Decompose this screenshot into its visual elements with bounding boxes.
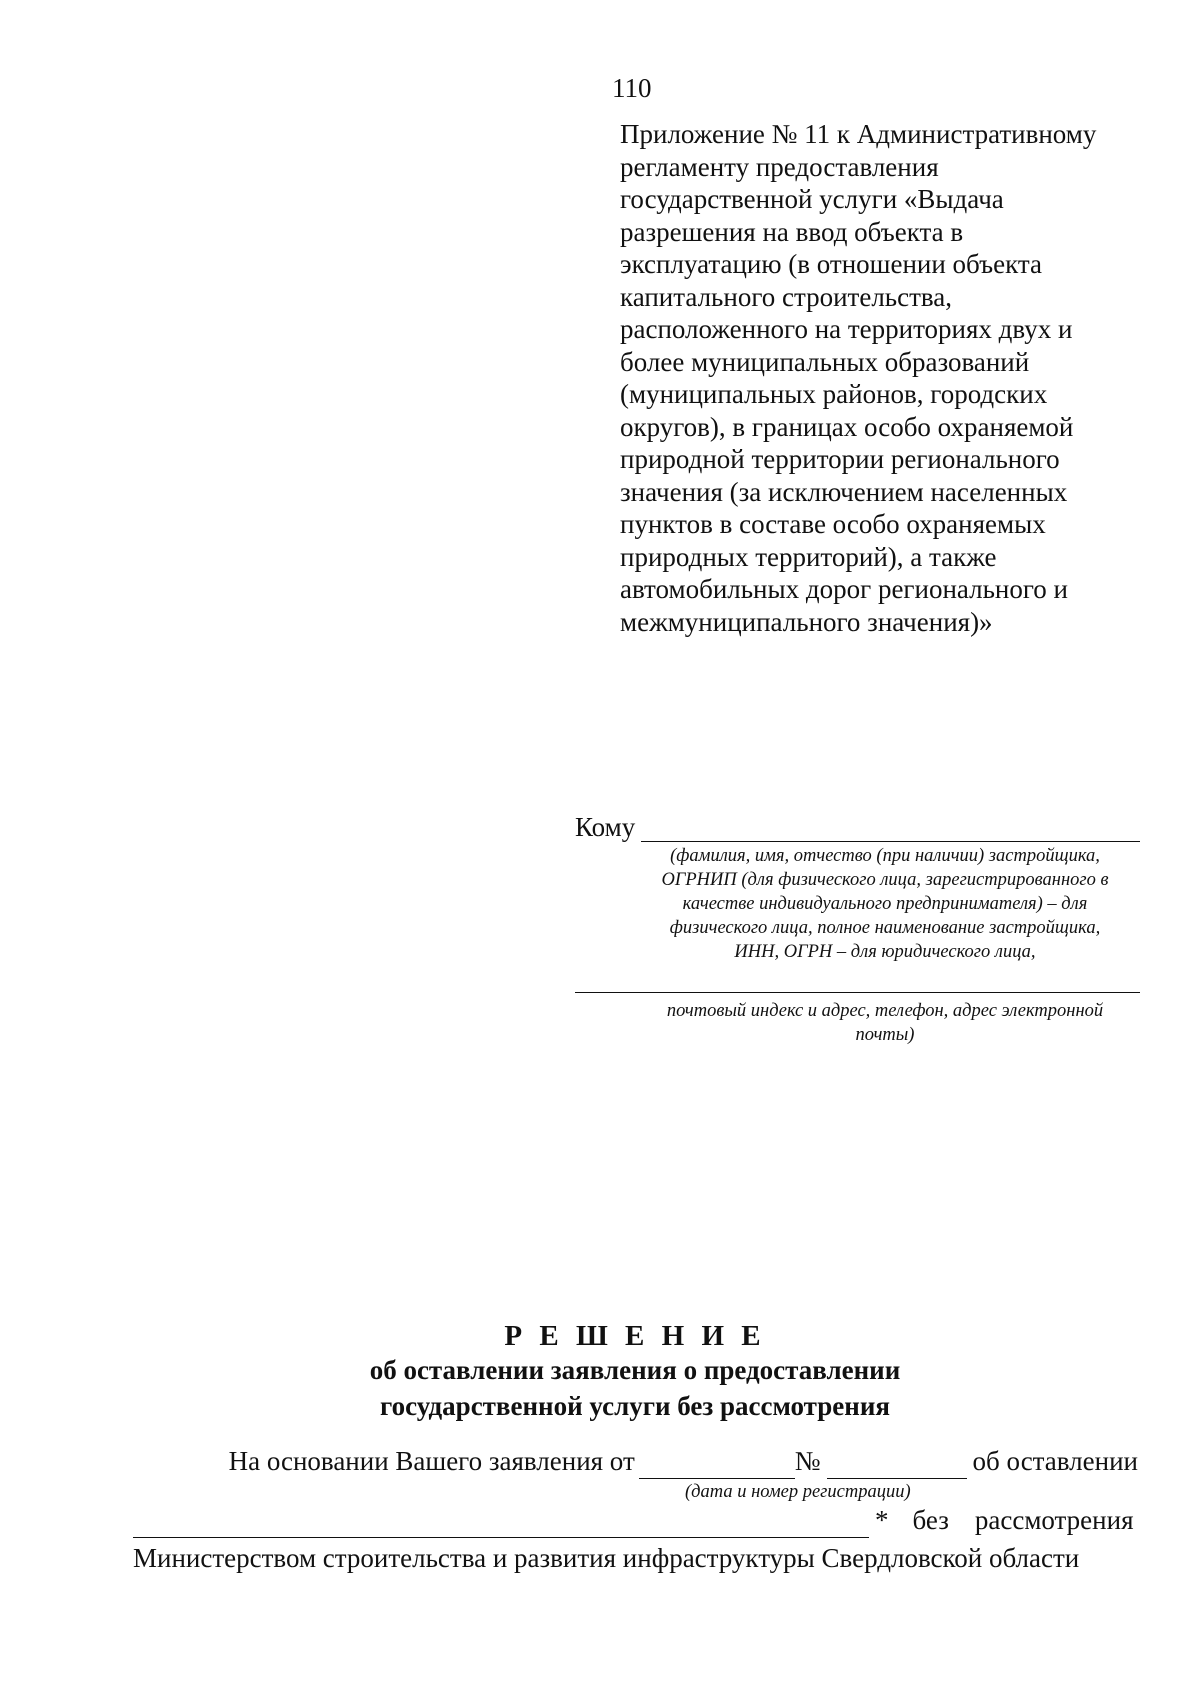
recipient-label: Кому — [575, 812, 636, 842]
decision-subtitle-line: об оставлении заявления о предоставлении — [369, 1355, 901, 1385]
recipient-name-field[interactable] — [641, 815, 1140, 842]
body-text-start: На основании Вашего заявления от — [228, 1446, 635, 1476]
recipient-block — [575, 808, 1140, 1047]
body-word: рассмотрения — [974, 1505, 1134, 1535]
ministry-text: Министерством строительства и развития инфраструктуры Свердловской области — [133, 1543, 1080, 1573]
appendix-line: эксплуатацию (в отношении объекта — [620, 249, 1042, 279]
appendix-line: пунктов в составе особо охраняемых — [620, 509, 1046, 539]
recipient-row — [575, 808, 1140, 842]
appendix-line: Приложение № 11 к Административному — [620, 119, 1097, 149]
recipient-address-field[interactable] — [575, 964, 1140, 993]
address-hint — [630, 999, 1140, 1047]
recipient-hint — [630, 844, 1140, 964]
appendix-line: значения (за исключением населенных — [620, 476, 1068, 507]
body-row — [133, 1538, 1138, 1576]
appendix-line: государственной услуги «Выдача — [620, 184, 1004, 214]
body-row — [133, 1504, 1138, 1538]
application-date-field[interactable] — [639, 1452, 795, 1479]
footnote-asterisk: * — [875, 1505, 889, 1535]
appendix-line: разрешения на ввод объекта в — [620, 216, 964, 247]
recipient-hint-line: физического лица, полное наименование застройщика, — [669, 918, 1101, 938]
appendix-line: округов), в границах особо охраняемой — [620, 411, 1074, 442]
recipient-hint-line: ИНН, ОГРН – для юридического лица, — [734, 942, 1036, 962]
appendix-line: природных территорий), а также — [620, 541, 997, 572]
appendix-heading — [620, 118, 1140, 638]
appendix-line: межмуниципального значения)» — [620, 606, 993, 637]
decision-subtitle-line: государственной услуги без рассмотрения — [380, 1391, 890, 1421]
body-word: без — [912, 1505, 949, 1535]
registration-hint: (дата и номер регистрации) — [685, 1482, 911, 1502]
appendix-line: более муниципальных образований — [620, 346, 1030, 377]
number-sign: № — [794, 1446, 821, 1476]
decision-body — [133, 1443, 1138, 1576]
decision-subtitle — [0, 1352, 1200, 1424]
subject-field[interactable] — [133, 1511, 869, 1538]
address-hint-line: почтовый индекс и адрес, телефон, адрес электронной — [666, 1001, 1104, 1021]
appendix-line: капитального строительства, — [620, 281, 953, 312]
recipient-hint-line: (фамилия, имя, отчество (при наличии) застройщика, — [670, 846, 1100, 866]
address-hint-line: почты) — [855, 1025, 915, 1045]
appendix-line: (муниципальных районов, городских — [620, 379, 1048, 409]
page-number: 110 — [612, 73, 652, 103]
appendix-line: автомобильных дорог регионального и — [620, 574, 1068, 604]
appendix-line: регламенту предоставления — [620, 151, 939, 182]
decision-title: Р Е Ш Е Н И Е — [504, 1320, 766, 1352]
recipient-hint-line: качестве индивидуального предпринимателя) – для — [682, 894, 1088, 914]
recipient-hint-line: ОГРНИП (для физического лица, зарегистрированного в — [661, 870, 1109, 890]
appendix-line: расположенного на территориях двух и — [620, 314, 1073, 344]
body-row — [133, 1443, 1138, 1479]
appendix-line: природной территории регионального — [620, 444, 1060, 474]
body-text-end: об оставлении — [972, 1446, 1138, 1476]
application-number-field[interactable] — [827, 1452, 967, 1479]
